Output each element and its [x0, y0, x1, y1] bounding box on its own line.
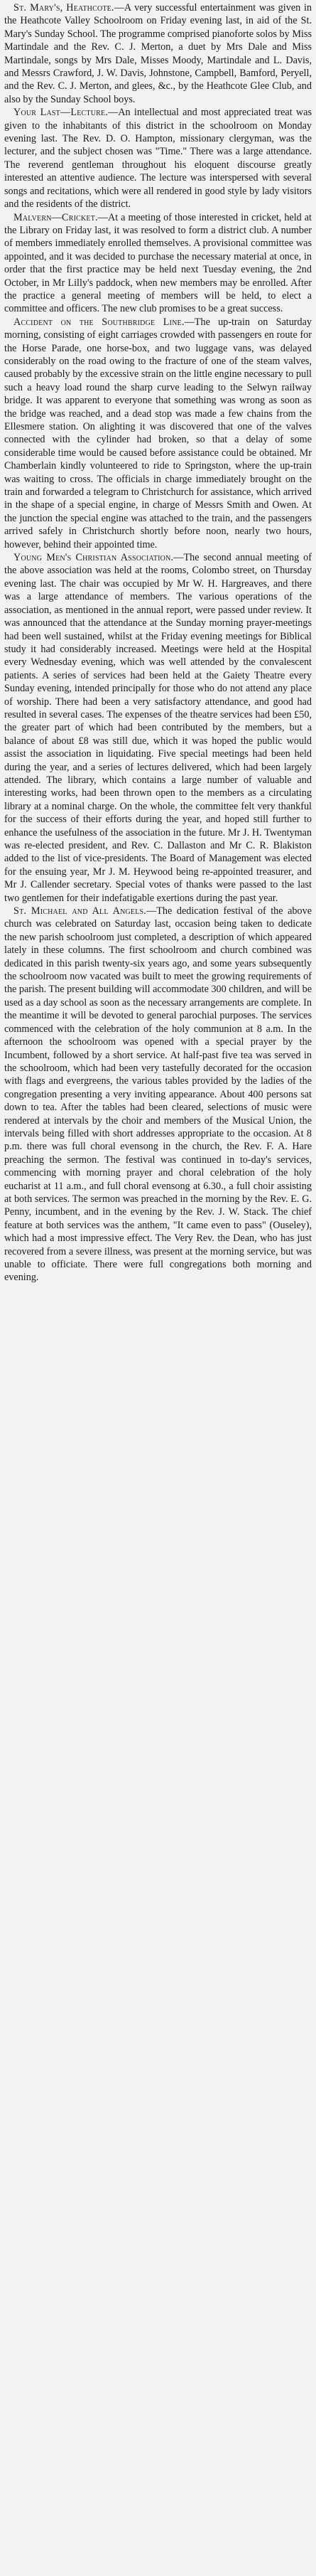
article-heading: Malvern—Cricket.: [13, 211, 98, 223]
article-heading: Accident on the Southbridge Line.: [13, 316, 185, 328]
article-body: —An intellectual and most appreciated treat was given to the inhabitants of this district in the schoolroom on Monday evening last. The Rev. D. O. Hampton, missionary clergyman, was the lecturer, and the subject chosen was "Time." There was a large attendance. The reverend gentleman throughout his eloquent discourse greatly interested an attentive audience. The lecture was interspersed with several songs and recitations, which were all rendered in good style by lady visitors and the residents of the district.: [4, 107, 312, 211]
article-southbridge-accident: [4, 316, 312, 551]
article-body: —A very successful entertainment was given in the Heathcote Valley Schoolroom on Friday evening last, in aid of the St. Mary's Sunday School. The programme comprised pianoforte solos by Miss Martindale and the Rev. C. J. Merton, a duet by Mrs Dale and Miss Martindale, songs by Mrs Dale, Misses Moody, Martindale and L. Davis, and Messrs Crawford, J. W. Davis, Johnstone, Campbell, Bamford, Peryell, and the Rev. C. J. Merton, and glees, &c., by the Heathcote Glee Club, and also by the Sunday School boys.: [4, 2, 312, 105]
article-heading: Young Men's Christian Association.: [13, 552, 174, 564]
article-st-marys-heathcote: [4, 1, 312, 106]
article-heading: St. Michael and All Angels.: [13, 905, 147, 917]
article-malvern-cricket: [4, 211, 312, 316]
article-body: —The up-train on Saturday morning, consisting of eight carriages crowded with passengers en route for the Horse Parade, one horse-box, and two luggage vans, was delayed considerably on the road owing to the fracture of one of the steam valves, caused probably by the excessive strain on the little engine necessary to pull such a heavy load round the sharp curve leading to the Selwyn railway bridge. It was apparent to everyone that something was wrong as soon as the bridge was reached, and a dead stop was made a few chains from the Ellesmere station. On alighting it was discovered that one of the valves connected with the cylinder had broken, so that a delay of some considerable time would be caused before assistance could be obtained. Mr Chamberlain kindly volunteered to ride to Springston, where the up-train was waiting to cross. The officials in charge immediately brought on the train and forwarded a telegram to Christchurch for assistance, which arrived in the shape of a special engine, in charge of Messrs Smith and Owen. At the junction the special engine was attached to the train, and the passengers arrived safely in Christchurch shortly before noon, nearly two hours, however, behind their appointed time.: [4, 316, 312, 550]
article-lecture: [4, 106, 312, 211]
article-body: —The dedication festival of the above church was celebrated on Saturday last, occasion being taken to dedicate the new parish schoolroom just completed, a description of which appeared lately in these columns. The first schoolroom and church combined was dedicated in this parish twenty-six years ago, and some years subsequently the schoolroom now vacated was built to meet the growing requirements of the parish. The present building will accommodate 300 children, and will be used as a day school as soon as the necessary arrangements are complete. In the meantime it will be devoted to general parochial purposes. The services commenced with the celebration of the holy communion at 8 a.m. In the afternoon the schoolroom was opened with a special prayer by the Incumbent, followed by a short service. At half-past five tea was served in the schoolroom, which had been very tastefully decorated for the occasion with flags and evergreens, the various tables provided by the ladies of the congregation presenting a very inviting appearance. About 400 persons sat down to tea. After the tables had been cleared, selections of music were rendered at intervals by the choir and members of the Musical Union, the intervals being filled with short addresses appropriate to the occasion. At 8 p.m. there was full choral evensong in the church, the Rev. F. A. Hare preaching the sermon. The festival was continued in to-day's services, commencing with morning prayer and choral celebration of the holy eucharist at 11 a.m., and full choral evensong at 6.30., a full choir assisting at both services. The sermon was preached in the morning by the Rev. E. G. Penny, incumbent, and in the evening by the Rev. J. W. Stack. The chief feature at both services was the anthem, "It came even to pass" (Ouseley), which had a most impressive effect. The Very Rev. the Dean, who has just recovered from a severe illness, was present at the morning service, but was unable to officiate. There were full congregations both morning and evening.: [4, 905, 312, 1284]
article-body: —The second annual meeting of the above association was held at the rooms, Colombo street, on Thursday evening last. The chair was occupied by Mr W. H. Hargreaves, and there was a large attendance of members. The various operations of the association, as mentioned in the annual report, were passed under review. It was announced that the attendance at the Sunday morning prayer-meetings had been well sustained, whilst at the Friday evening meetings for Biblical study it had considerably increased. Meetings were held at the Hospital every Wednesday evening, which was well attended by the convalescent patients. A series of services had been held at the Gaiety Theatre every Sunday evening, intended principally for those who do not attend any place of worship. There had been a very satisfactory attendance, and good had resulted in several cases. The expenses of the theatre services had been £50, the greater part of which had been contributed by the members, but a balance of about £8 was still due, which it was hoped the public would assist the association in liquidating. Five special meetings had been held during the year, and a series of lectures delivered, which had been largely attended. The library, which contains a large number of valuable and interesting works, had been thrown open to the members as a circulating library at a nominal charge. On the whole, the committee felt very thankful for the success of their efforts during the year, and hoped still further to enhance the usefulness of the association in the future. Mr J. H. Twentyman was re-elected president, and Rev. C. Dallaston and Mr C. R. Blakiston added to the list of vice-presidents. The Board of Management was elected for the ensuing year, Mr J. M. Heywood being re-appointed treasurer, and Mr J. Callender secretary. Special votes of thanks were passed to the last two gentlemen for their indefatigable exertions during the past year.: [4, 552, 312, 904]
article-st-michael: [4, 905, 312, 1284]
article-body: —At a meeting of those interested in cricket, held at the Library on Friday last, it was resolved to form a district club. A number of members immediately enrolled themselves. A provisional committee was appointed, and it was decided to purchase the necessary material at once, in order that the first practice may be held next Tuesday evening, the 2nd October, in Mr Lilly's paddock, when new members may be enrolled. After the practice a general meeting of members will be held, to elect a committee and officers. The new club promises to be a great success.: [4, 211, 312, 315]
article-ymca: [4, 551, 312, 905]
article-heading: Your Last—Lecture.: [13, 107, 109, 119]
article-heading: St. Mary's, Heathcote.: [13, 2, 114, 14]
